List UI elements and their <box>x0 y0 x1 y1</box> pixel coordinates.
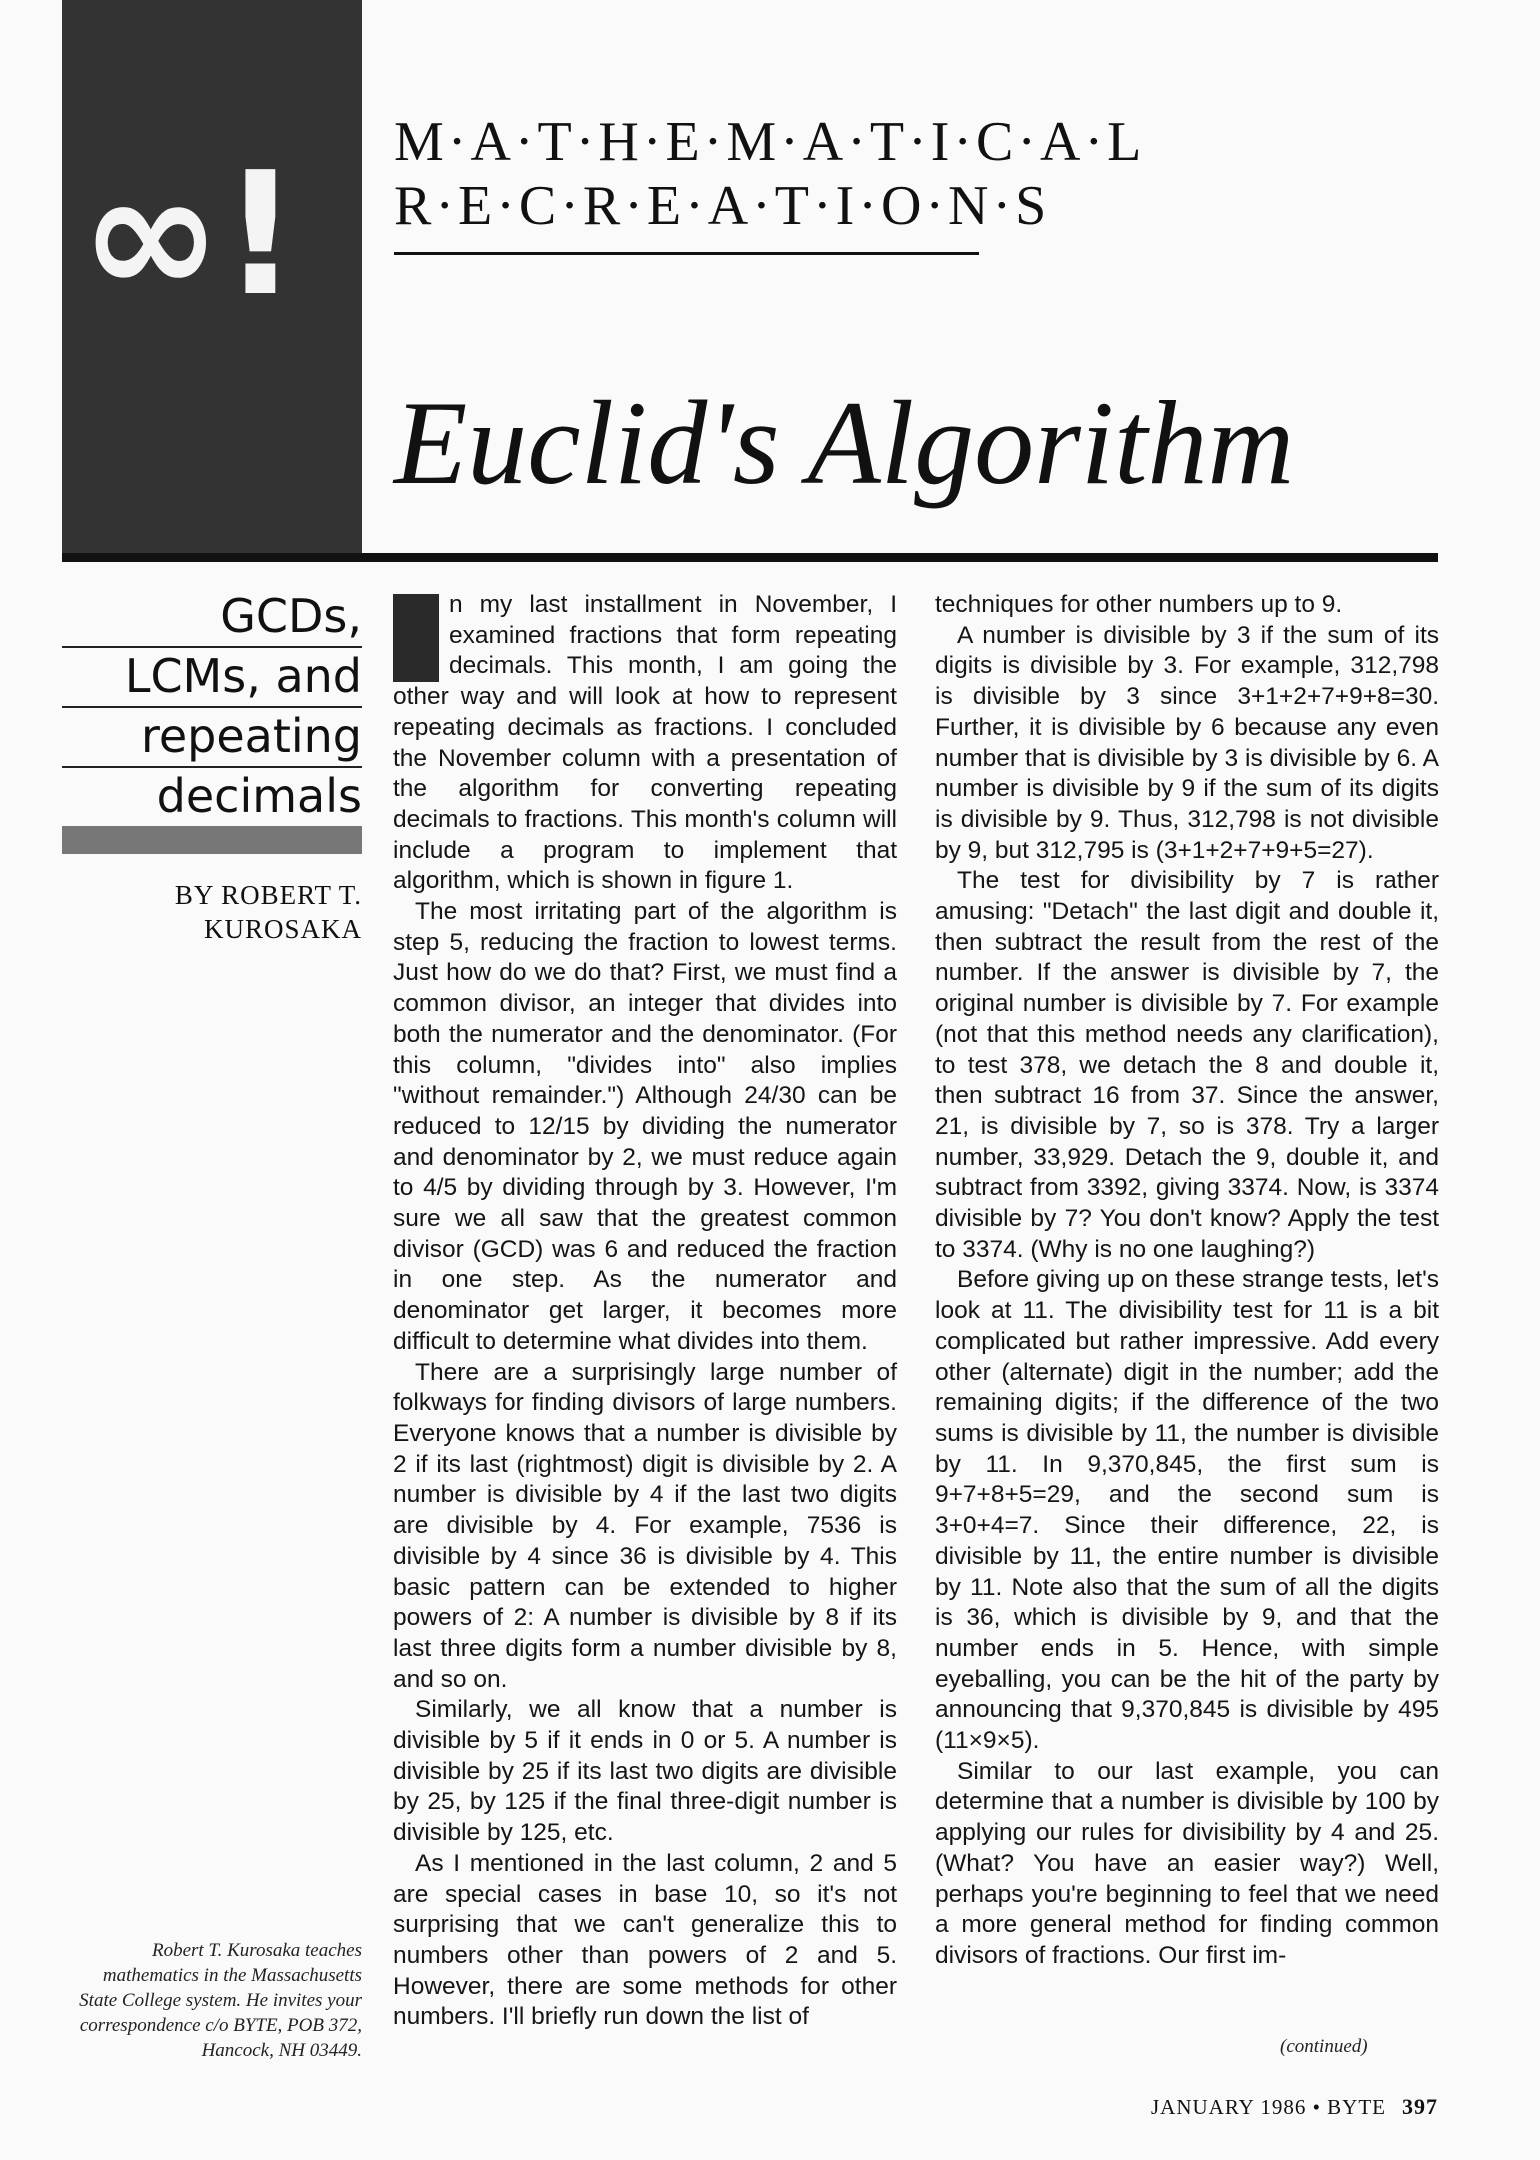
paragraph: The test for divisibility by 7 is rather amusing: "Detach" the last digit and double it, then subtract the result from the rest of the number. If the answer is divisible by 7, the original number is divisible by 7. For example (not that this method needs any clarification), to test 378, we detach the 8 and double it, then subtract 16 from 37. Since the answer, 21, is divisible by 7, so is 378. Try a larger number, 33,929. Detach the 9, double it, and subtract from 3392, giving 3374. Now, is 3374 divisible by 7? You don't know? Apply the test to 3374. (Why is no one laughing?) <box>935 867 1439 1263</box>
series-line-2: R·E·C·R·E·A·T·I·O·N·S <box>394 175 1051 237</box>
subtitle-line: LCMs, and <box>62 648 362 708</box>
byline-line-1: BY ROBERT T. <box>174 880 362 910</box>
paragraph: As I mentioned in the last column, 2 and 5 are special cases in base 10, so it's not surprising that we can't generalize this to numbers other than powers of 2 and 5. However, there are some methods for other numbers. I'll briefly run down the list of <box>393 1849 897 2031</box>
logo-text: ∞! <box>80 136 300 334</box>
subtitle-line: repeating <box>62 708 362 768</box>
article-column-2 <box>935 590 1439 1972</box>
column-logo <box>62 0 362 560</box>
paragraph: There are a surprisingly large number of folkways for finding divisors of large numbers. Everyone knows that a number is divisible by 2 if its last (rightmost) digit is divisible by 2. A number is divisible by 4 if the last two digits are divisible by 4. For example, 7536 is divisible by 4 since 36 is divisible by 4. This basic pattern can be extended to higher powers of 2: A number is divisible by 8 if its last three digits form a number divisible by 8, and so on. <box>393 1358 897 1693</box>
title-rule <box>62 553 1438 562</box>
drop-cap-i <box>393 594 439 682</box>
article-column-1 <box>393 590 897 2033</box>
series-title <box>394 110 1145 238</box>
byline-line-2: KUROSAKA <box>203 914 362 944</box>
issue-label: JANUARY 1986 • BYTE <box>1151 2095 1386 2119</box>
article-subtitle <box>62 588 362 826</box>
paragraph: Before giving up on these strange tests, let's look at 11. The divisibility test for 11 is a bit complicated but rather impressive. Add every other (alternate) digit in the number; add the remaining digits; if the difference of the two sums is divisible by 11, the number is divisible by 11. In 9,370,845, the first sum is 9+7+8+5=29, and the second sum is 3+0+4=7. Since their difference, 22, is divisible by 11, the entire number is divisible by 11. Note also that the sum of all the digits is 36, which is divisible by 9, and that the number ends in 5. Hence, with simple eyeballing, you can be the hit of the party by announcing that 9,370,845 is divisible by 495 (11×9×5). <box>935 1266 1439 1755</box>
series-line-1: M·A·T·H·E·M·A·T·I·C·A·L <box>394 111 1146 173</box>
paragraph-text: n my last installment in November, I examined fractions that form repeating decimals. This month, I am going the other way and will look at how to represent repeating decimals as fractions. I concluded the November column with a presentation of the algorithm for converting repeating decimals to fractions. This month's column will include a program to implement that algorithm, which is shown in figure 1. <box>393 591 897 895</box>
paragraph <box>393 590 897 897</box>
infinity-exclamation-icon <box>80 136 300 334</box>
series-underline <box>394 252 979 255</box>
article-title: Euclid's Algorithm <box>394 376 1295 509</box>
subtitle-line: decimals <box>156 769 362 823</box>
page-number: 397 <box>1402 2094 1438 2119</box>
page-footer <box>1050 2094 1438 2120</box>
paragraph: Similar to our last example, you can determine that a number is divisible by 100 by applying our rules for divisibility by 4 and 25. (What? You have an easier way?) Well, perhaps you're beginning to feel that we need a more general method for finding common divisors of fractions. Our first im- <box>935 1757 1439 1969</box>
paragraph: Similarly, we all know that a number is divisible by 5 if it ends in 0 or 5. A number is divisible by 25 if its last two digits are divisible by 25, by 125 if the final three-digit number is divisible by 125, etc. <box>393 1696 897 1847</box>
continued-note: (continued) <box>1280 2036 1368 2057</box>
paragraph: techniques for other numbers up to 9. <box>935 591 1343 618</box>
paragraph: The most irritating part of the algorithm is step 5, reducing the fraction to lowest terms. Just how do we do that? First, we must find a common divisor, an integer that divides into both the numerator and the denominator. (For this column, "divides into" also implies "without remainder.") Although 24/30 can be reduced to 12/15 by dividing the numerator and denominator by 2, we must reduce again to 4/5 by dividing through by 3. However, I'm sure we all saw that the greatest common divisor (GCD) was 6 and reduced the fraction in one step. As the numerator and denominator get larger, it becomes more difficult to determine what divides into them. <box>393 898 897 1355</box>
sidebar-divider <box>62 826 362 854</box>
byline <box>62 878 362 946</box>
paragraph: A number is divisible by 3 if the sum of its digits is divisible by 3. For example, 312,798 is divisible by 3 since 3+1+2+7+9+8=30. Further, it is divisible by 6 because any even number that is divisible by 3 is divisible by 6. A number is divisible by 9 if the sum of its digits is divisible by 9. Thus, 312,798 is not divisible by 9, but 312,795 is (3+1+2+7+9+5=27). <box>935 621 1439 864</box>
subtitle-line: GCDs, <box>62 588 362 648</box>
author-bio: Robert T. Kurosaka teaches mathematics in the Massachusetts State College system. He invites your correspondence c/o BYTE, POB 372, Hancock, NH 03449. <box>79 1940 362 2061</box>
